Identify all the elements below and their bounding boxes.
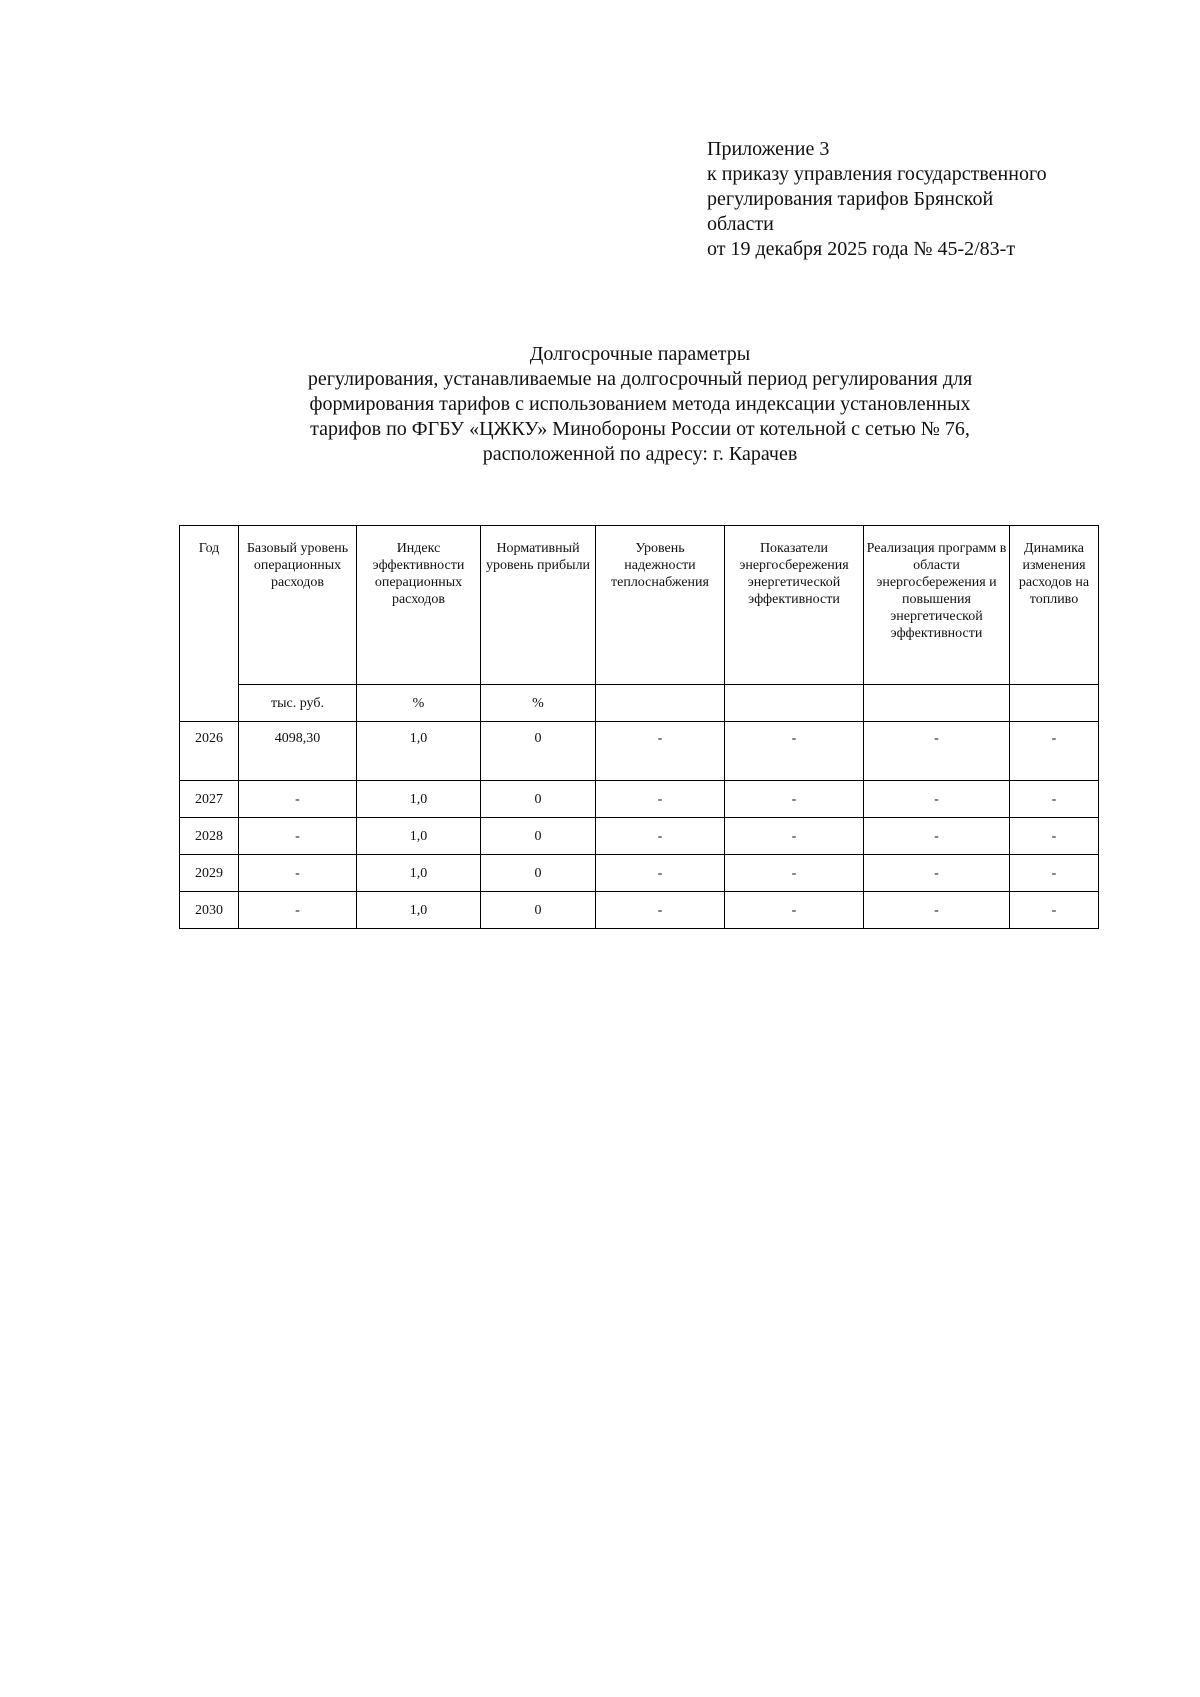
appendix-line: регулирования тарифов Брянской [707,188,994,210]
unit-cell [864,685,1010,722]
title-line: формирования тарифов с использованием метода индексации установленных [309,393,971,415]
header-energy-saving-indicators: Показатели энергосбережения энергетической эффективности [725,526,864,685]
year-cell: 2027 [180,781,239,818]
year-cell: 2029 [180,855,239,892]
title-line: Долгосрочные параметры [529,343,751,365]
value-cell: - [725,818,864,855]
header-year: Год [180,526,239,722]
value-cell: - [1010,855,1099,892]
appendix-line: от 19 декабря 2025 года № 45-2/83-т [707,238,1016,260]
value-cell: - [596,818,725,855]
value-cell: 0 [481,892,596,929]
appendix-line: области [707,213,774,235]
value-cell: 1,0 [357,722,481,781]
value-cell: - [239,818,357,855]
value-cell: - [596,855,725,892]
appendix-header [707,137,1047,262]
parameters-table [179,525,1099,929]
document-title [240,342,1040,467]
value-cell: - [239,781,357,818]
value-cell: - [864,722,1010,781]
unit-cell [596,685,725,722]
table-header-row [180,526,1099,685]
header-reliability: Уровень надежности теплоснабжения [596,526,725,685]
value-cell: - [1010,818,1099,855]
header-base-opex: Базовый уровень операционных расходов [239,526,357,685]
unit-cell: % [357,685,481,722]
table-units-row [180,685,1099,722]
value-cell: - [1010,722,1099,781]
value-cell: - [239,892,357,929]
table-row [180,781,1099,818]
value-cell: 1,0 [357,892,481,929]
value-cell: - [596,781,725,818]
unit-cell [1010,685,1099,722]
value-cell: - [596,892,725,929]
value-cell: 0 [481,855,596,892]
table-row [180,818,1099,855]
value-cell: 1,0 [357,818,481,855]
year-cell: 2028 [180,818,239,855]
value-cell: 0 [481,818,596,855]
value-cell: - [725,781,864,818]
appendix-line: Приложение 3 [707,138,830,160]
year-cell: 2030 [180,892,239,929]
value-cell: 1,0 [357,855,481,892]
title-line: расположенной по адресу: г. Карачев [482,443,798,465]
value-cell: - [864,818,1010,855]
value-cell: - [864,892,1010,929]
table-row [180,892,1099,929]
table-row [180,855,1099,892]
value-cell: - [725,855,864,892]
value-cell: 1,0 [357,781,481,818]
value-cell: - [864,781,1010,818]
unit-cell: % [481,685,596,722]
value-cell: - [1010,892,1099,929]
header-efficiency-index: Индекс эффективности операционных расходов [357,526,481,685]
value-cell: - [596,722,725,781]
header-energy-saving-programs: Реализация программ в области энергосбережения и повышения энергетической эффективности [864,526,1010,685]
table-row [180,722,1099,781]
value-cell: - [864,855,1010,892]
year-cell: 2026 [180,722,239,781]
header-fuel-dynamics: Динамика изменения расходов на топливо [1010,526,1099,685]
value-cell: - [725,722,864,781]
value-cell: - [239,855,357,892]
title-line: регулирования, устанавливаемые на долгосрочный период регулирования для [307,368,973,390]
unit-cell [725,685,864,722]
value-cell: - [725,892,864,929]
appendix-line: к приказу управления государственного [707,163,1047,185]
value-cell: 0 [481,722,596,781]
value-cell: 4098,30 [239,722,357,781]
value-cell: 0 [481,781,596,818]
value-cell: - [1010,781,1099,818]
unit-cell: тыс. руб. [239,685,357,722]
title-line: тарифов по ФГБУ «ЦЖКУ» Минобороны России от котельной с сетью № 76, [310,418,970,440]
header-profit-level: Нормативный уровень прибыли [481,526,596,685]
